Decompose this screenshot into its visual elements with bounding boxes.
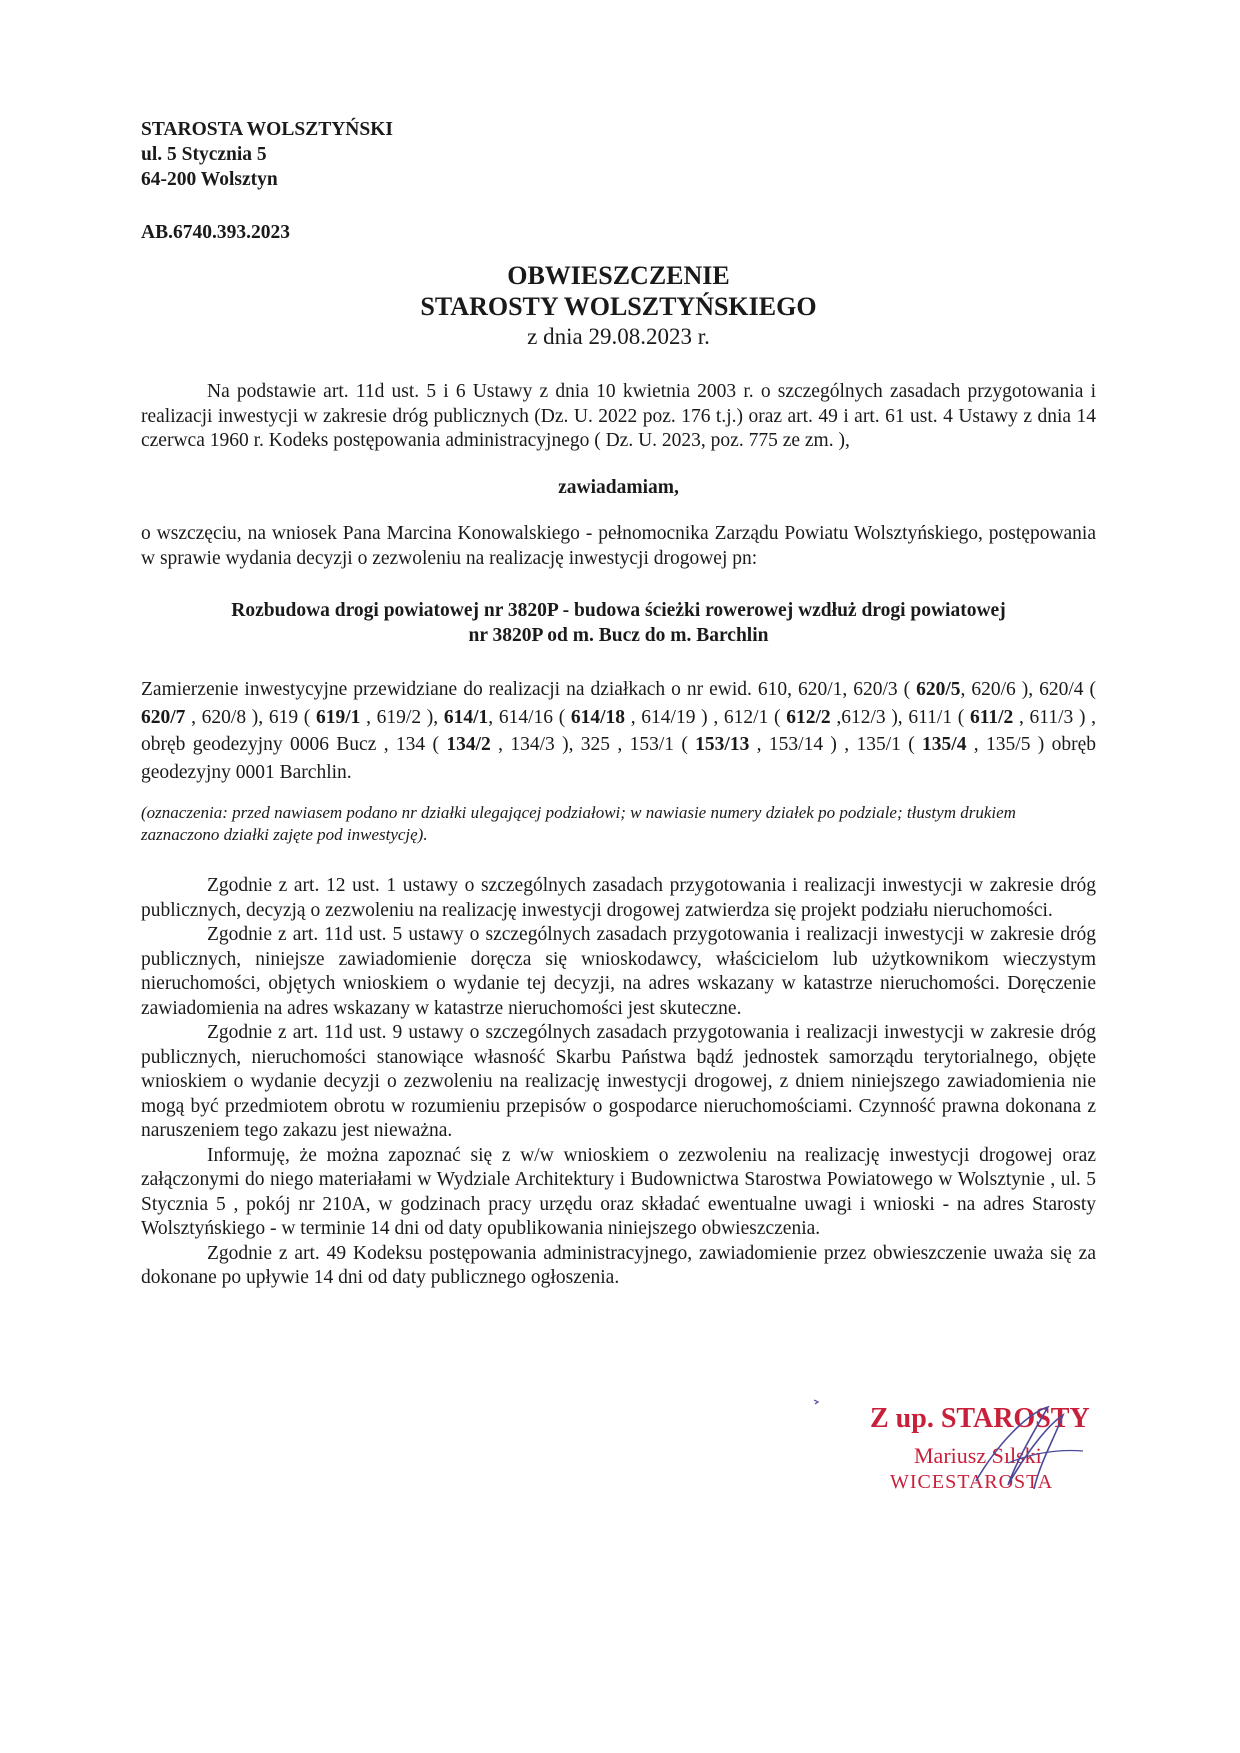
- parcels-text: , 614/19 ) , 612/1 (: [625, 706, 787, 728]
- project-title: [141, 599, 1096, 648]
- parcel-bold: 620/7: [141, 706, 186, 728]
- parcels-text: , 620/6 ), 620/4 (: [960, 679, 1096, 700]
- parcels-text: Zamierzenie inwestycyjne przewidziane do realizacji na działkach o nr ewid. 610, 620/1, 620/3 (: [141, 679, 917, 700]
- signature-scribble-icon: [858, 1403, 1098, 1513]
- parcels-text: , 134/3 ), 325 , 153/1 (: [490, 734, 696, 755]
- parcels-paragraph: [141, 676, 1096, 786]
- sender-city: 64-200 Wolsztyn: [141, 169, 278, 190]
- legal-basis-paragraph: Na podstawie art. 11d ust. 5 i 6 Ustawy z dnia 10 kwietnia 2003 r. o szczególnych zasadach przygotowania i realizacji inwestycji w zakresie dróg publicznych (Dz. U. 2022 poz. 176 t.j.) oraz art. 49 i art. 61 ust. 4 Ustawy z dnia 14 czerwca 1960 r. Kodeks postępowania administracyjnego ( Dz. U. 2023, poz. 775 ze zm. ),: [141, 381, 1096, 451]
- paragraph-art-12: Zgodnie z art. 12 ust. 1 ustawy o szczególnych zasadach przygotowania i realizacji inwestycji w zakresie dróg publicznych, decyzją o zezwoleniu na realizację inwestycji drogowej zatwierdza się projekt podziału nieruchomości.: [141, 875, 1096, 921]
- signature-stamp: [858, 1403, 1098, 1513]
- parcel-bold: 614/18: [570, 706, 626, 728]
- parcels-text: , 619/2 ),: [360, 706, 444, 728]
- parcel-bold: 135/4: [922, 734, 967, 755]
- parcels-text: , 611/3 ) , obręb geodezyjny 0006 Bucz , 134 (: [141, 706, 1096, 755]
- project-title-line-2: nr 3820P od m. Bucz do m. Barchlin: [468, 624, 769, 646]
- stamp-position: WICESTAROSTA: [890, 1471, 1054, 1493]
- parcels-text: , 153/14 ) , 135/1 (: [749, 734, 923, 755]
- parcels-text: , 135/5 ) obręb geodezyjny 0001 Barchlin.: [141, 734, 1097, 783]
- project-title-line-1: Rozbudowa drogi powiatowej nr 3820P - budowa ścieżki rowerowej wzdłuż drogi powiatowej: [231, 600, 1006, 621]
- parcel-bold: 620/5: [916, 679, 961, 700]
- parcel-bold: 614/1: [443, 706, 489, 728]
- parcel-bold: 619/1: [315, 706, 361, 728]
- parcels-text: , 620/8 ), 619 (: [185, 706, 316, 728]
- sender-address: [141, 117, 393, 192]
- paragraph-art-11d-5: Zgodnie z art. 11d ust. 5 ustawy o szczególnych zasadach przygotowania i realizacji inwestycji w zakresie dróg publicznych, niniejsze zawiadomienie doręcza się wnioskodawcy, właścicielom lub użytkownikom wieczystym nieruchomości, objętych wnioskiem o wydanie tej decyzji, na adres wskazany w katastrze nieruchomości. Doręczenie zawiadomienia na adres wskazany w katastrze nieruchomości jest skuteczne.: [141, 924, 1096, 1019]
- ink-mark-icon: [813, 1398, 821, 1406]
- title-date: z dnia 29.08.2023 r.: [527, 324, 710, 349]
- parcel-bold: 153/13: [695, 734, 750, 755]
- paragraph-inspection-info: Informuję, że można zapoznać się z w/w wnioskiem o zezwoleniu na realizację inwestycji drogowej oraz załączonymi do niego materiałami w Wydziale Architektury i Budownictwa Starostwa Powiatowego w Wolsztynie , ul. 5 Stycznia 5 , pokój nr 210A, w godzinach pracy urzędu oraz składać ewentualne uwagi i wnioski - na adres Starosty Wolsztyńskiego - w terminie 14 dni od daty opublikowania niniejszego obwieszczenia.: [141, 1144, 1096, 1239]
- parcel-bold: 134/2: [446, 734, 491, 755]
- stamp-name: Mariusz Sılski: [914, 1443, 1042, 1468]
- reference-number: AB.6740.393.2023: [141, 222, 290, 243]
- document-title: [141, 260, 1096, 352]
- parcels-text: ,612/3 ), 611/1 (: [830, 706, 970, 728]
- stamp-authority: Z up. STAROSTY: [870, 1403, 1090, 1434]
- parcels-text: , 614/16 (: [488, 706, 571, 728]
- parcels-legend-note: (oznaczenia: przed nawiasem podano nr działki ulegającej podziałowi; w nawiasie numery działek po podziale; tłustym drukiem zaznaczono działki zajęte pod inwestycję).: [141, 803, 1016, 844]
- notice-word: zawiadamiam,: [558, 476, 679, 498]
- title-line-2: STAROSTY WOLSZTYŃSKIEGO: [420, 292, 817, 321]
- title-line-1: OBWIESZCZENIE: [507, 261, 730, 290]
- initiation-paragraph: o wszczęciu, na wniosek Pana Marcina Konowalskiego - pełnomocnika Zarządu Powiatu Wolsztyńskiego, postępowania w sprawie wydania decyzji o zezwoleniu na realizację inwestycji drogowej pn:: [141, 523, 1096, 569]
- parcel-bold: 611/2: [969, 706, 1014, 728]
- parcel-bold: 612/2: [786, 706, 831, 728]
- sender-name: STAROSTA WOLSZTYŃSKI: [141, 119, 393, 140]
- paragraph-art-49: Zgodnie z art. 49 Kodeksu postępowania administracyjnego, zawiadomienie przez obwieszczenie uważa się za dokonane po upływie 14 dni od daty publicznego ogłoszenia.: [141, 1242, 1096, 1288]
- document-body: [141, 380, 1096, 1291]
- paragraph-art-11d-9: Zgodnie z art. 11d ust. 9 ustawy o szczególnych zasadach przygotowania i realizacji inwestycji w zakresie dróg publicznych, nieruchomości stanowiące własność Skarbu Państwa bądź jednostek samorządu terytorialnego, objęte wnioskiem o wydanie decyzji o zezwoleniu na realizację inwestycji drogowej, z dniem niniejszego zawiadomienia nie mogą być przedmiotem obrotu w rozumieniu przepisów o gospodarce nieruchomościami. Czynność prawna dokonana z naruszeniem tego zakazu jest nieważna.: [141, 1022, 1096, 1141]
- sender-street: ul. 5 Stycznia 5: [141, 144, 267, 165]
